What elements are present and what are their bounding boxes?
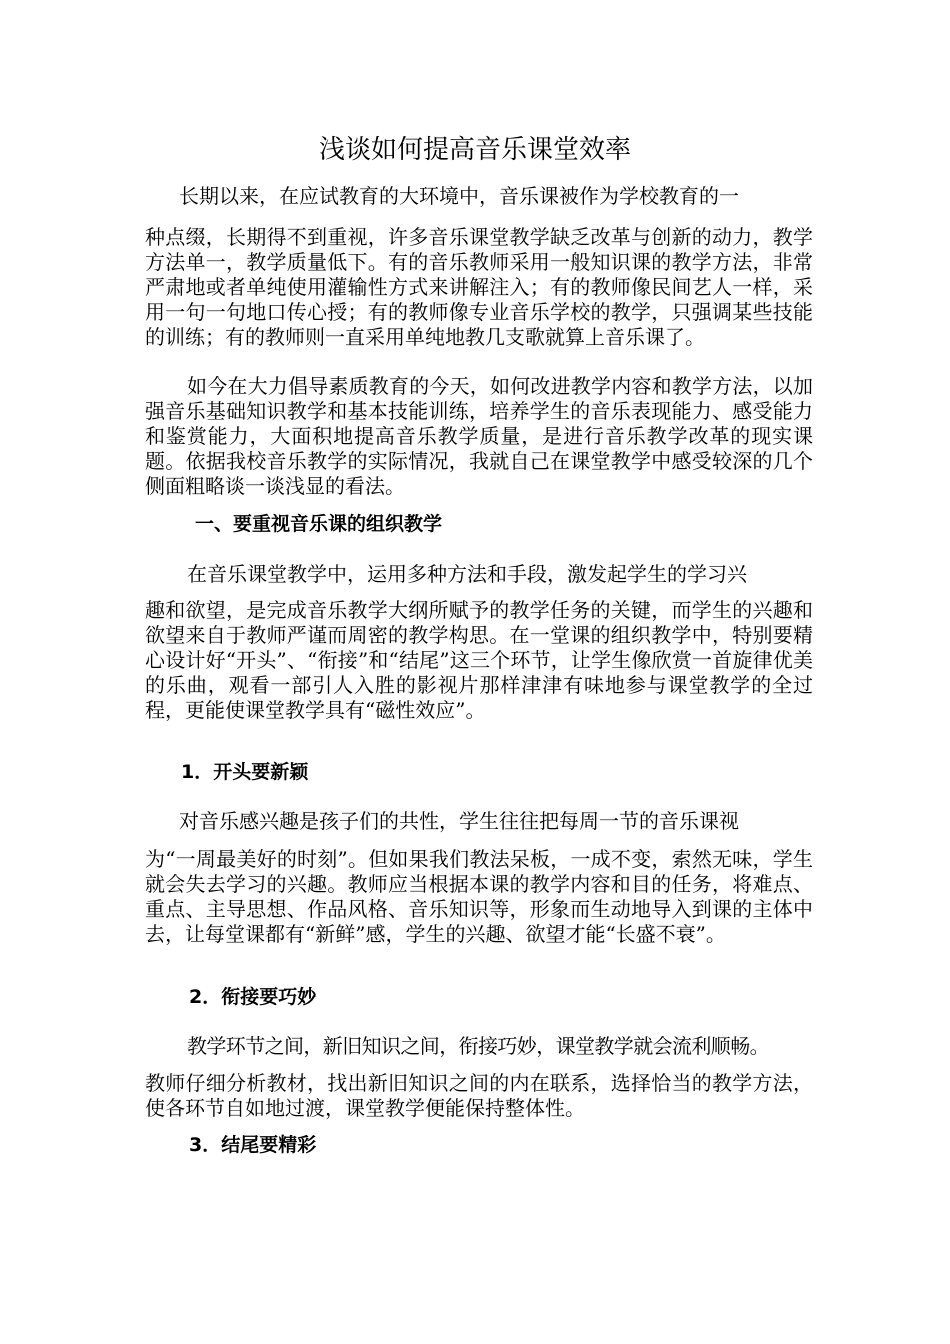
- sub1-first-line: 对音乐感兴趣是孩子们的共性，学生往往把每周一节的音乐课视: [179, 809, 739, 833]
- sub1-paragraph: 为“一周最美好的时刻”。但如果我们教法呆板，一成不变，索然无味，学生就会失去学习的兴趣。教师应当根据本课的教学内容和目的任务，将难点、重点、主导思想、作品风格、音乐知识等，形象而生动地导入到课的主体中去，让每堂课都有“新鲜”感，学生的兴趣、欲望才能“长盛不衰”。: [145, 847, 813, 946]
- subheading-transition: 2．衔接要巧妙: [189, 986, 317, 1008]
- document-title: 浅谈如何提高音乐课堂效率: [318, 135, 631, 165]
- subheading-ending: 3．结尾要精彩: [189, 1134, 317, 1156]
- subheading-opening: 1．开头要新颖: [181, 761, 309, 783]
- intro-paragraph: 种点缀，长期得不到重视，许多音乐课堂教学缺乏改革与创新的动力，教学方法单一，教学质量低下。有的音乐教师采用一般知识课的教学方法，非常严肃地或者单纯使用灌输性方式来讲解注入；有的教师像民间艺人一样，采用一句一句地口传心授；有的教师像专业音乐学校的教学，只强调某些技能的训练；有的教师则一直采用单纯地教几支歌就算上音乐课了。: [145, 225, 813, 349]
- sub2-first-line-block: [145, 1034, 813, 1059]
- sub2-first-line: 教学环节之间，新旧知识之间，衔接巧妙，课堂教学就会流利顺畅。: [187, 1034, 769, 1058]
- intro-second-paragraph: 如今在大力倡导素质教育的今天，如何改进教学内容和教学方法，以加强音乐基础知识教学和基本技能训练，培养学生的音乐表现能力、感受能力和鉴赏能力，大面积地提高音乐教学质量，是进行音乐教学改革的现实课题。依据我校音乐教学的实际情况，我就自己在课堂教学中感受较深的几个侧面粗略谈一谈浅显的看法。: [145, 374, 813, 498]
- section-heading-organization: 一、要重视音乐课的组织教学: [195, 513, 443, 535]
- intro-first-line-block: [145, 184, 813, 209]
- section1-first-line: 在音乐课堂教学中，运用多种方法和手段，激发起学生的学习兴: [187, 562, 747, 586]
- section1-first-line-block: [145, 562, 813, 587]
- section1-paragraph: 趣和欲望，是完成音乐教学大纲所赋予的教学任务的关键，而学生的兴趣和欲望来自于教师严谨而周密的教学构思。在一堂课的组织教学中，特别要精心设计好“开头”、“衔接”和“结尾”这三个环节，让学生像欣赏一首旋律优美的乐曲，观看一部引人入胜的影视片那样津津有味地参与课堂教学的全过程，更能使课堂教学具有“磁性效应”。: [145, 598, 813, 722]
- sub2-paragraph: 教师仔细分析教材，找出新旧知识之间的内在联系，选择恰当的教学方法，使各环节自如地过渡，课堂教学便能保持整体性。: [145, 1071, 813, 1120]
- sub1-first-line-block: [145, 809, 813, 834]
- intro-first-line: 长期以来，在应试教育的大环境中，音乐课被作为学校教育的一: [179, 184, 739, 208]
